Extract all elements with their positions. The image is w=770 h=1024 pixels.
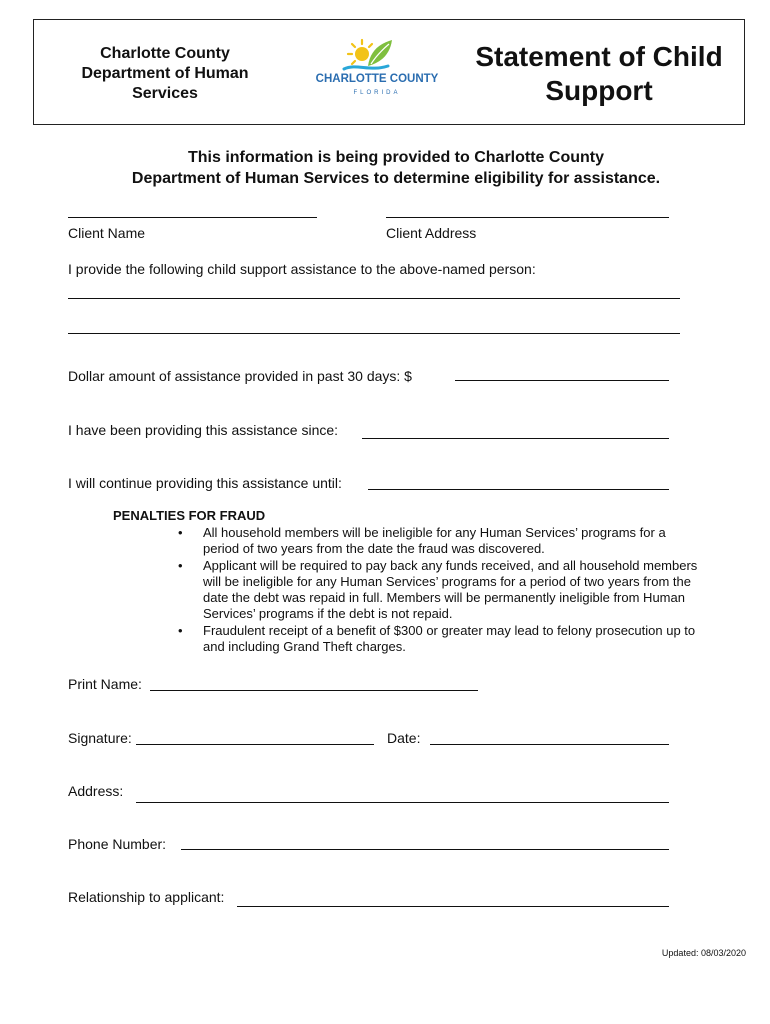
department-name: Charlotte County Department of Human Services (81, 45, 249, 102)
print-name-label: Print Name: (68, 676, 142, 692)
phone-field[interactable] (181, 849, 669, 850)
dollar-amount-label: Dollar amount of assistance provided in past 30 days: $ (68, 368, 412, 384)
penalties-heading: PENALTIES FOR FRAUD (113, 508, 266, 523)
assistance-description-line-1[interactable] (68, 298, 680, 299)
penalties-list (178, 525, 738, 655)
logo-sub: FLORIDA (353, 90, 401, 96)
bullet-icon: • (178, 557, 183, 573)
signature-field[interactable] (136, 744, 374, 745)
signature-label: Signature: (68, 730, 132, 746)
updated-date: Updated: 08/03/2020 (661, 948, 746, 958)
dollar-amount-field[interactable] (455, 380, 669, 381)
until-field[interactable] (368, 489, 669, 490)
relationship-field[interactable] (237, 906, 669, 907)
wave-icon (344, 66, 388, 69)
phone-label: Phone Number: (68, 836, 167, 852)
intro-statement: This information is being provided to Charlotte County Department of Human Services to determine eligibility for assistance. (131, 149, 661, 187)
assistance-description-line-2[interactable] (68, 333, 680, 334)
client-name-field[interactable] (68, 217, 317, 218)
penalty-item: • Fraudulent receipt of a benefit of $300 or greater may lead to felony prosecution up to and including Grand Theft charges. (178, 622, 696, 655)
date-label: Date: (387, 730, 421, 746)
since-label: I have been providing this assistance since: (68, 422, 339, 438)
charlotte-county-logo (312, 36, 442, 100)
penalty-item: • All household members will be ineligible for any Human Services’ programs for a period of two years from the date the fraud was discovered. (178, 525, 666, 557)
bullet-icon: • (178, 525, 183, 540)
penalty-item: • Applicant will be required to pay back any funds received, and all household members will be ineligible for any Human Services’ programs for a period of two years from the date the debt was repaid in full. Members will be permanently ineligible from Human Services’ programs if the debt is not repaid. (178, 557, 698, 622)
address-field[interactable] (136, 802, 669, 803)
client-address-label: Client Address (386, 225, 477, 241)
logo-name: CHARLOTTE COUNTY (315, 73, 439, 85)
date-field[interactable] (430, 744, 669, 745)
since-field[interactable] (362, 438, 669, 439)
relationship-label: Relationship to applicant: (68, 889, 225, 905)
sun-icon (348, 40, 372, 64)
client-address-field[interactable] (386, 217, 669, 218)
until-label: I will continue providing this assistance until: (68, 475, 342, 491)
bullet-icon: • (178, 622, 183, 638)
provide-statement: I provide the following child support assistance to the above-named person: (68, 261, 536, 277)
form-title: Statement of Child Support (475, 41, 723, 106)
address-label: Address: (68, 783, 124, 799)
client-name-label: Client Name (68, 225, 146, 241)
print-name-field[interactable] (150, 690, 478, 691)
